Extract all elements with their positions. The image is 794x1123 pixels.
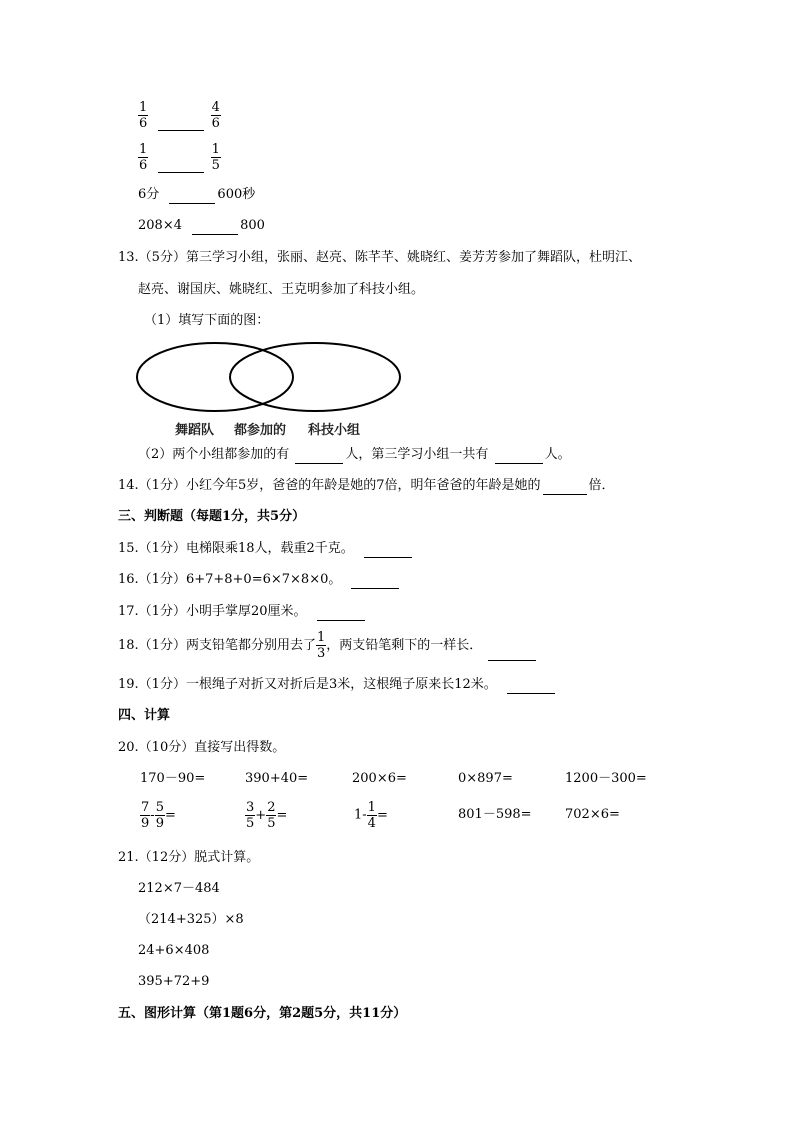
answer-blank[interactable]: [192, 220, 238, 235]
answer-blank[interactable]: [169, 189, 215, 204]
expression-item: （214+325）×8: [138, 912, 244, 927]
compare-row-4: [138, 217, 265, 235]
compare-row-3: [138, 186, 255, 204]
section-3-heading: 三、判断题（每题1分，共5分）: [118, 509, 306, 524]
answer-blank[interactable]: [488, 646, 536, 661]
venn-circle-dance: [137, 343, 293, 411]
question-18: 18.（1分）两支铅笔都分别用去了 $\frac{1}{3}$ ，两支铅笔剩下的一样长．: [118, 630, 536, 661]
fraction: $\frac{1}{6}$: [139, 100, 148, 131]
venn-label-both: 都参加的: [234, 423, 287, 438]
compare-right: 600秒: [217, 187, 256, 202]
compare-row-1: [138, 100, 221, 131]
fraction: $\frac{1}{5}$: [211, 142, 220, 173]
compare-row-2: [138, 142, 221, 173]
question-15: 15.（1分）电梯限乘18人，载重2千克。: [118, 540, 412, 558]
answer-blank[interactable]: [295, 449, 343, 464]
answer-blank[interactable]: [543, 480, 587, 495]
calc-item: 390+40=: [245, 771, 309, 786]
venn-circle-tech: [230, 343, 400, 411]
question-14: 14.（1分）小红今年5岁，爸爸的年龄是她的7倍，明年爸爸的年龄是她的 倍．: [118, 478, 615, 493]
calc-item: 170－90=: [140, 771, 206, 786]
expression-item: 212×7－484: [138, 881, 220, 896]
answer-blank[interactable]: [158, 116, 204, 131]
calc-fraction-3: 1- $\frac{1}{4}$ =: [354, 800, 388, 831]
venn-diagram: [135, 338, 410, 418]
calc-item: 702×6=: [565, 807, 620, 822]
answer-blank[interactable]: [317, 606, 365, 621]
compare-left: 6分: [138, 187, 160, 202]
question-13-part-1: （1）填写下面的图：: [144, 313, 270, 328]
section-4-heading: 四、计算: [118, 708, 171, 723]
calc-item: 200×6=: [352, 771, 407, 786]
calc-item: 801－598=: [458, 807, 532, 822]
question-16: 16.（1分）6+7+8+0=6×7×8×0。: [118, 571, 399, 589]
fraction: $\frac{4}{6}$: [211, 100, 220, 131]
answer-blank[interactable]: [495, 449, 543, 464]
calc-fraction-1: $\frac{7}{9}$ - $\frac{5}{9}$ =: [141, 800, 176, 831]
answer-blank[interactable]: [507, 679, 555, 694]
question-21-title: 21.（12分）脱式计算。: [118, 850, 260, 865]
question-13-part-2: （2）两个小组都参加的有 人，第三学习小组一共有 人。: [138, 447, 571, 462]
compare-left: 208×4: [138, 218, 182, 233]
calc-item: 0×897=: [458, 771, 513, 786]
question-20-title: 20.（10分）直接写出得数。: [118, 740, 286, 755]
answer-blank[interactable]: [364, 543, 412, 558]
question-13-line-2: 赵亮、谢国庆、姚晓红、王克明参加了科技小组。: [138, 282, 425, 297]
fraction: $\frac{1}{3}$: [316, 630, 326, 661]
question-13-line-1: 13.（5分）第三学习小组，张丽、赵亮、陈芊芊、姚晓红、姜芳芳参加了舞蹈队，杜明江、: [118, 250, 641, 265]
question-17: 17.（1分）小明手掌厚20厘米。: [118, 603, 365, 621]
answer-blank[interactable]: [351, 574, 399, 589]
answer-blank[interactable]: [158, 158, 204, 173]
question-19: 19.（1分）一根绳子对折又对折后是3米，这根绳子原来长12米。: [118, 676, 555, 694]
venn-label-tech: 科技小组: [308, 423, 361, 438]
compare-right: 800: [240, 218, 265, 233]
fraction: $\frac{1}{6}$: [139, 142, 148, 173]
calc-fraction-2: $\frac{3}{5}$ + $\frac{2}{5}$ =: [246, 800, 288, 831]
calc-item: 1200－300=: [565, 771, 647, 786]
section-5-heading: 五、图形计算（第1题6分，第2题5分，共11分）: [118, 1006, 407, 1021]
venn-label-dance: 舞蹈队: [175, 423, 215, 438]
expression-item: 24+6×408: [138, 943, 210, 958]
expression-item: 395+72+9: [138, 974, 210, 989]
